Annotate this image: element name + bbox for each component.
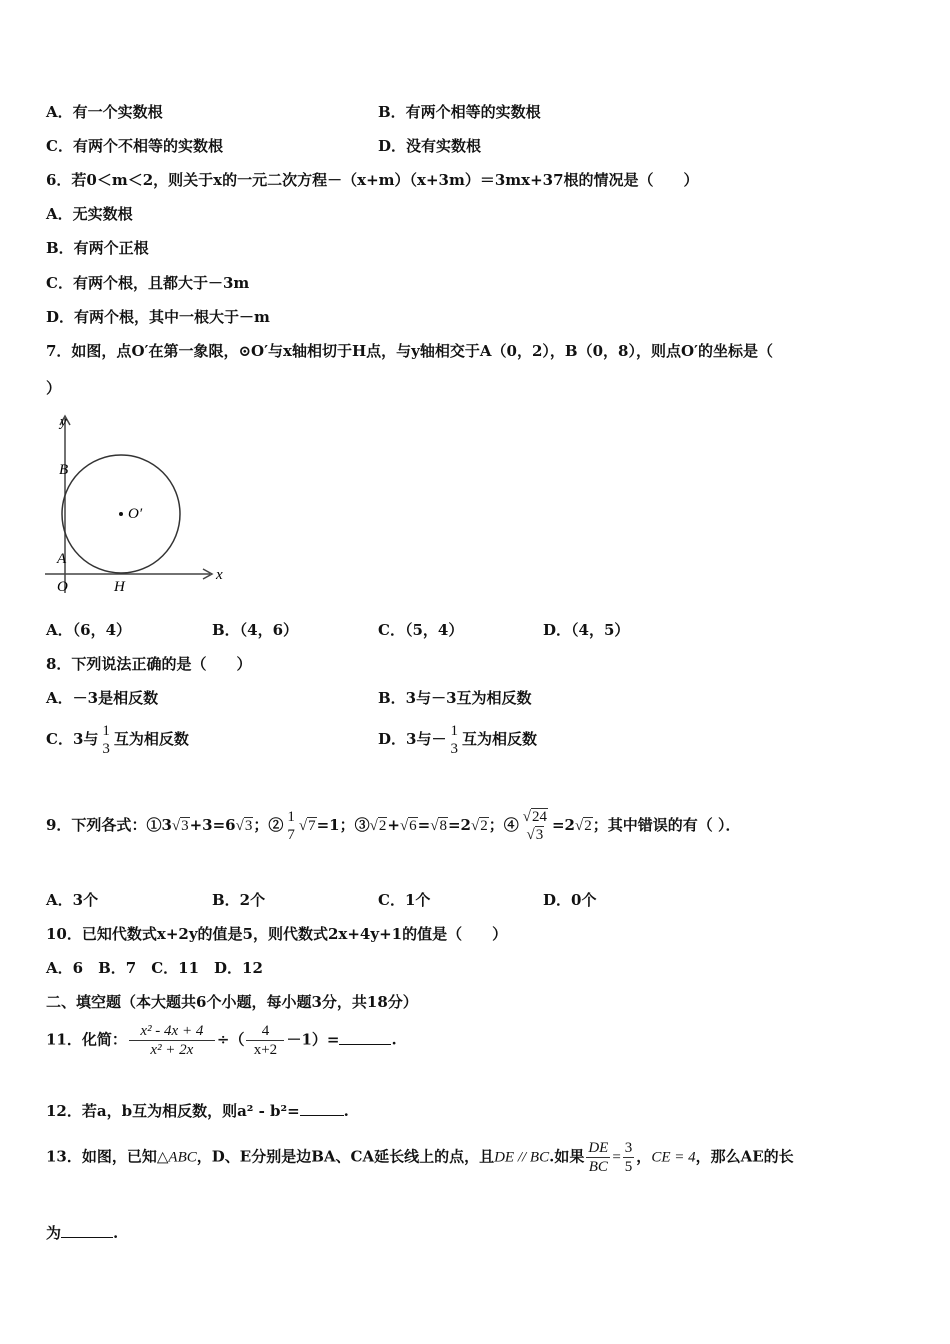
q10-stem: 10．已知代数式x+2y的值是5，则代数式2x+4y+1的值是（ ） bbox=[46, 925, 508, 943]
q9-option-d: D．0个 bbox=[543, 891, 597, 909]
q11-fraction-main: $\frac{\text{x² - 4x + 4}}{\text{x² + 2x}}$ bbox=[129, 1022, 215, 1059]
q8-option-b: B．3与－3互为相反数 bbox=[378, 689, 532, 707]
q5-option-a: A．有一个实数根 bbox=[46, 103, 163, 121]
center-label: O′ bbox=[128, 506, 143, 522]
q10-options: A．6 B．7 C．11 D．12 bbox=[46, 959, 263, 977]
q8-option-c-suffix: 互为相反数 bbox=[113, 730, 189, 748]
q9-text: = bbox=[417, 816, 431, 834]
q9-stem bbox=[46, 808, 740, 844]
q13-answer-blank[interactable] bbox=[61, 1237, 113, 1238]
q8-option-c-fraction: 1 3 bbox=[102, 723, 110, 757]
point-h-label: H bbox=[114, 579, 125, 595]
q13-ce: CE = 4 bbox=[651, 1149, 696, 1166]
q9-text: ；② bbox=[253, 816, 284, 834]
sqrt-2: √2 bbox=[369, 818, 387, 834]
q11-text: －1）= bbox=[286, 1030, 340, 1049]
q13-text: 为 bbox=[46, 1224, 62, 1242]
q13-text: .如果 bbox=[549, 1147, 585, 1166]
x-axis-label: x bbox=[216, 567, 223, 583]
q5-option-b: B．有两个相等的实数根 bbox=[378, 103, 541, 121]
q13-stem bbox=[46, 1139, 794, 1176]
q13-text: 13．如图，已知 bbox=[46, 1147, 157, 1166]
q7-option-a: A．（6，4） bbox=[46, 621, 132, 639]
q5-option-c: C．有两个不相等的实数根 bbox=[46, 137, 223, 155]
q11-stem bbox=[46, 1022, 397, 1059]
point-a-label: A bbox=[57, 551, 67, 567]
q11-text: 11．化简： bbox=[46, 1030, 127, 1049]
q8-option-c-prefix: C．3与 bbox=[46, 730, 99, 748]
q9-text: =1；③ bbox=[316, 816, 370, 834]
q11-answer-blank[interactable] bbox=[339, 1044, 391, 1045]
sqrt-8: √8 bbox=[430, 818, 447, 834]
q13-triangle: △ABC bbox=[156, 1149, 197, 1166]
q7-stem-end: ） bbox=[46, 379, 62, 397]
q9-text: +3=6 bbox=[189, 816, 236, 834]
y-axis-label: y bbox=[60, 414, 67, 430]
q13-parallel: DE // BC bbox=[494, 1149, 550, 1166]
q8-option-a: A．－3是相反数 bbox=[46, 689, 159, 707]
q6-option-c: C．有两个根，且都大于－3m bbox=[46, 274, 250, 292]
q8-option-d-suffix: 互为相反数 bbox=[461, 730, 537, 748]
sqrt-2: √2 bbox=[471, 818, 488, 834]
sqrt-6: √6 bbox=[399, 818, 417, 834]
q13-text: = bbox=[612, 1149, 621, 1166]
q12-stem bbox=[46, 1101, 349, 1121]
q8-stem: 8．下列说法正确的是（ ） bbox=[46, 655, 252, 673]
q9-fraction-sqrt24-sqrt3: √24 √3 bbox=[522, 809, 547, 843]
q8-option-d-prefix: D．3与－ bbox=[378, 730, 447, 748]
q8-option-d bbox=[378, 722, 537, 758]
q6-option-b: B．有两个正根 bbox=[46, 239, 149, 257]
q13-text: ，D、E分别是边BA、CA延长线上的点，且 bbox=[196, 1147, 495, 1166]
q9-text: ；④ bbox=[488, 816, 519, 834]
q9-option-a: A．3个 bbox=[46, 891, 99, 909]
section-2-heading: 二、填空题（本大题共6个小题，每小题3分，共18分） bbox=[46, 993, 418, 1011]
q12-text: 12．若a，b互为相反数，则a² - b²= bbox=[46, 1102, 300, 1120]
q9-text: + bbox=[387, 816, 400, 834]
q7-option-b: B．（4，6） bbox=[212, 621, 299, 639]
sqrt-2: √2 bbox=[575, 818, 592, 834]
q7-figure bbox=[40, 408, 240, 598]
q13-text: ，那么AE的长 bbox=[695, 1147, 794, 1166]
q5-option-d: D．没有实数根 bbox=[378, 137, 482, 155]
point-b-label: B bbox=[59, 462, 69, 478]
q9-text: =2 bbox=[447, 816, 471, 834]
q13-text: . bbox=[113, 1224, 119, 1242]
q9-text: =2 bbox=[551, 816, 575, 834]
q9-option-c: C．1个 bbox=[378, 891, 431, 909]
origin-label: O bbox=[57, 579, 68, 595]
q11-text: ÷（ bbox=[216, 1030, 245, 1049]
q13-line-2 bbox=[46, 1223, 118, 1243]
q8-option-c bbox=[46, 722, 189, 758]
q9-fraction-1-7: 1 7 bbox=[287, 809, 295, 843]
sqrt-3: √3 bbox=[171, 818, 189, 834]
center-dot bbox=[119, 512, 123, 516]
q12-answer-blank[interactable] bbox=[300, 1115, 344, 1116]
q9-text: 9．下列各式：①3 bbox=[46, 816, 172, 834]
q13-text: ， bbox=[636, 1147, 652, 1166]
sqrt-3: √3 bbox=[235, 818, 253, 834]
sqrt-7: √7 bbox=[298, 818, 316, 834]
q6-option-a: A．无实数根 bbox=[46, 205, 133, 223]
q9-text: ；其中错误的有（ ）． bbox=[592, 816, 741, 834]
q6-option-d: D．有两个根，其中一根大于－m bbox=[46, 308, 270, 326]
q6-stem: 6．若0＜m＜2，则关于x的一元二次方程－（x+m）（x+3m）＝3mx+37根的情况是（ ） bbox=[46, 171, 699, 189]
q8-option-d-fraction: 1 3 bbox=[450, 723, 458, 757]
q13-fraction-de-bc: $\frac{DE}{BC}$ bbox=[588, 1140, 609, 1175]
q11-text: . bbox=[391, 1030, 397, 1049]
q9-option-b: B．2个 bbox=[212, 891, 266, 909]
q12-text: . bbox=[343, 1102, 349, 1120]
q7-option-c: C．（5，4） bbox=[378, 621, 464, 639]
q7-stem: 7．如图，点O′在第一象限，⊙O′与x轴相切于H点，与y轴相交于A（0，2），B（0，8），则点O′的坐标是（ bbox=[46, 342, 773, 360]
q7-option-d: D．（4，5） bbox=[543, 621, 630, 639]
q11-fraction-second: $\frac{4}{x+2}$ bbox=[246, 1022, 284, 1059]
q13-fraction-3-5: $\frac{3}{5}$ bbox=[624, 1140, 633, 1175]
